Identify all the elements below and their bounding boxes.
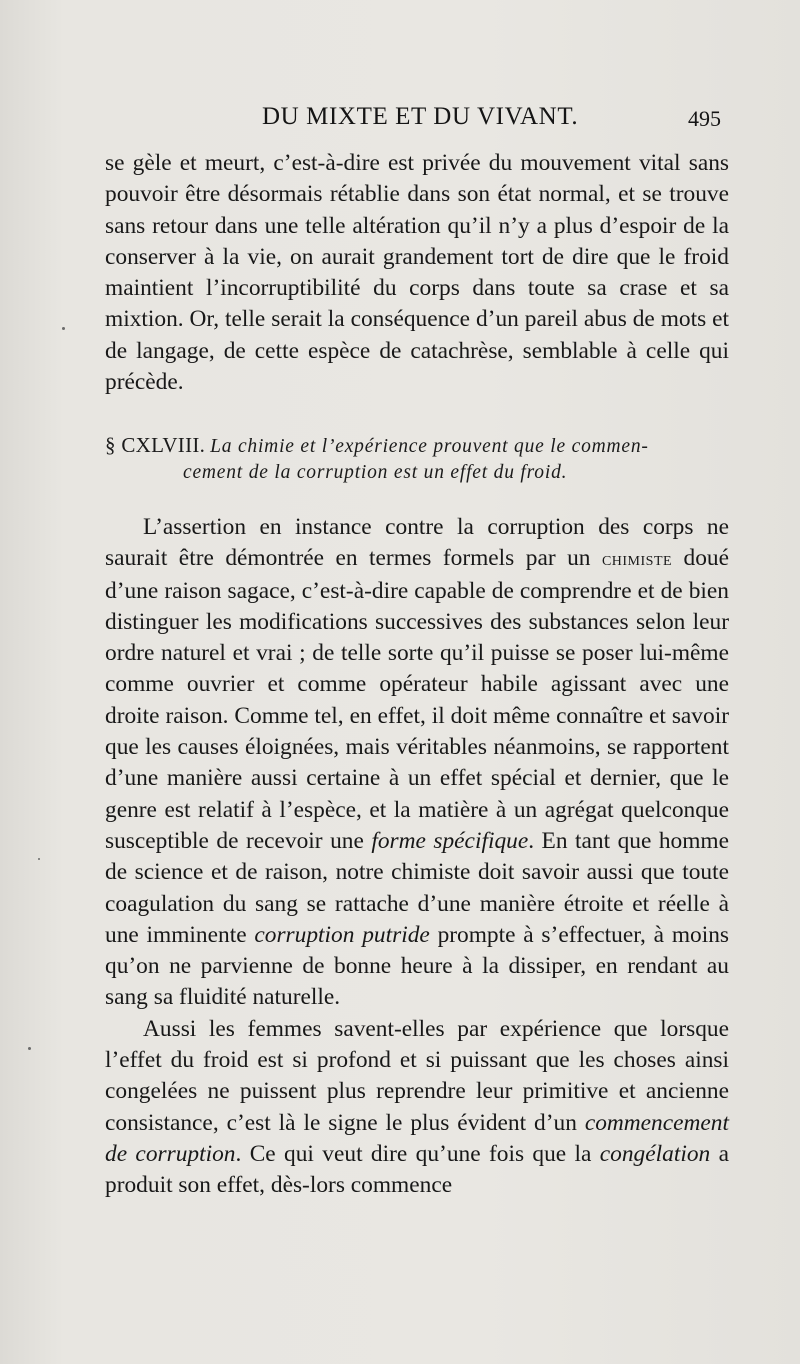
chimiste-smallcaps: chimiste — [601, 548, 673, 571]
paper-speck — [38, 858, 40, 860]
paragraph-2-text-a: L’assertion en instance contre la corruption des corps ne saurait être démontrée en termes formels par un — [105, 514, 729, 572]
section-title-line-1: La chimie et l’expérience prouvent que le commen- — [210, 436, 649, 457]
paper-speck — [62, 327, 65, 330]
italic-corruption-putride: corruption putride — [254, 921, 430, 948]
running-title: DU MIXTE ET DU VIVANT. — [262, 103, 579, 130]
italic-commencement-de-corruption: commencement de corruption — [105, 1109, 729, 1167]
paragraph-3-text-b: . Ce qui veut dire qu’une fois que la — [235, 1140, 592, 1167]
paragraph-1-text: se gèle et meurt, c’est-à-dire est privée du mouvement vital sans pouvoir être désormais rétablie dans son état normal, et se trouve sans retour dans une telle altération qu’il n’y a plus d’espoir de la conserver à la vie, on aurait grandement tort de dire que le froid maintient l’incorruptibilité du corps dans toute sa crase et sa mixtion. Or, telle serait la conséquence d’un pareil abus de mots et de langage, de cette espèce de catachrèse, semblable à celle qui précède. — [105, 150, 729, 396]
paragraph-2-text-d: prompte à s’effectuer, à moins qu’on ne parvienne de bonne heure à la dissiper, en rendant au sang sa fluidité naturelle. — [105, 921, 730, 1011]
section-number: § CXLVIII. — [105, 433, 206, 457]
body-text — [105, 512, 729, 1202]
paragraph-3-text-c: a produit son effet, dès-lors commence — [105, 1140, 729, 1199]
italic-congelation: congélation — [599, 1140, 711, 1167]
paragraph-2-text-b: doué d’une raison sagace, c’est-à-dire capable de comprendre et de bien distinguer les modifications successives des substances selon leur ordre naturel et vrai ; de telle sorte qu’il puisse se poser lui-même comme ouvrier et comme opérateur habile agissant avec une droite raison. Comme tel, en effet, il doit même connaître et savoir que les causes éloignées, mais véritables néanmoins, se rapportent d’une manière aussi certaine à un effet spécial et dernier, que le genre est relatif à l’espèce, et la matière à un agrégat quelconque susceptible de recevoir une — [105, 545, 729, 854]
section-title-line-2: cement de la corruption est un effet du froid. — [183, 462, 568, 483]
paragraph-2 — [105, 512, 729, 1014]
italic-forme-specifique: forme spécifique — [371, 827, 529, 854]
paragraph-1 — [105, 148, 729, 398]
paper-speck — [28, 1047, 31, 1050]
paragraph-3 — [105, 1014, 729, 1202]
section-heading — [105, 432, 729, 486]
paragraph-2-text-c: . En tant que homme de science et de raison, notre chimiste doit savoir aussi que toute coagulation du sang se rattache d’une manière étroite et réelle à une imminente — [105, 827, 729, 948]
paragraph-3-text-a: Aussi les femmes savent-elles par expérience que lorsque l’effet du froid est si profond et si puissant que les choses ainsi congelées ne puissent plus reprendre leur primitive et ancienne consistance, c’est là le signe le plus évident d’un — [105, 1015, 729, 1136]
page-number: 495 — [688, 106, 721, 131]
